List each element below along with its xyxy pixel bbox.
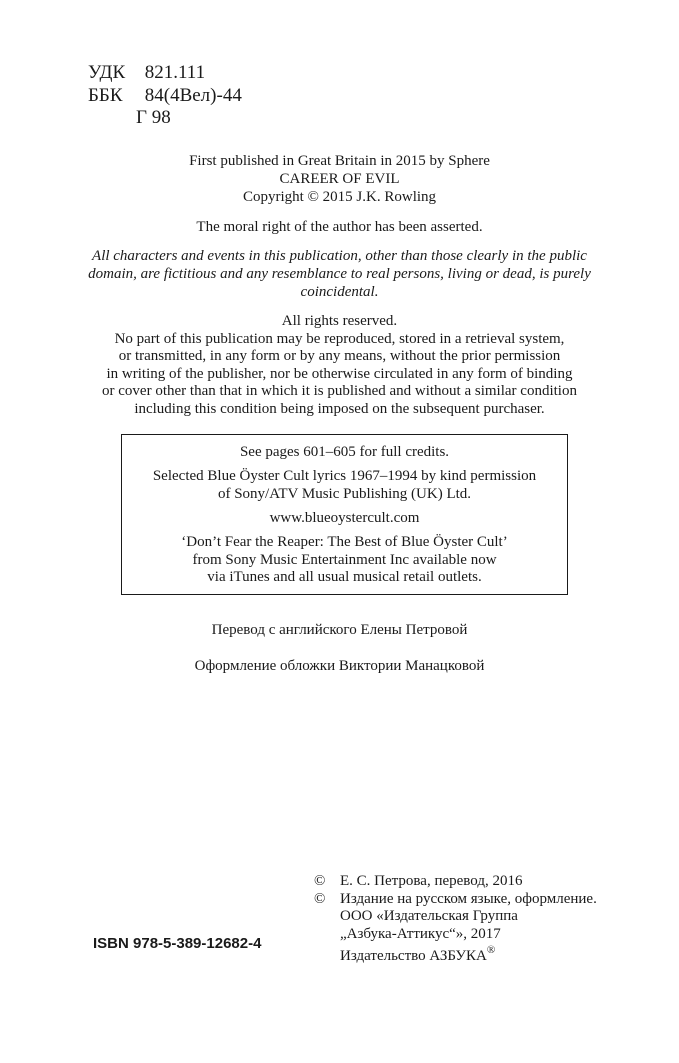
udk-label: УДК [88, 62, 126, 83]
album-line-1: ‘Don’t Fear the Reaper: The Best of Blue Öyster Cult’ [181, 534, 508, 550]
author-mark: Г 98 [136, 107, 171, 128]
bbk-row [88, 85, 242, 108]
album-line-3: via iTunes and all usual musical retail outlets. [207, 569, 482, 585]
cover-design-credit: Оформление обложки Виктории Манацковой [194, 658, 485, 674]
bbk-value: 84(4Вел)-44 [144, 84, 242, 106]
website: www.blueoystercult.com [269, 510, 420, 526]
first-published: First published in Great Britain in 2015 by Sphere [189, 153, 490, 169]
copyright-symbol-icon: © [314, 873, 326, 889]
rights-line-6: including this condition being imposed on the subsequent purchaser. [134, 401, 545, 417]
edition-copyright: Издание на русском языке, оформление. [340, 890, 597, 907]
rights-line-4: in writing of the publisher, nor be otherwise circulated in any form of binding [106, 366, 573, 382]
translation-copyright-row [314, 873, 597, 891]
copyright-notices [314, 873, 597, 966]
udk-value: 821.111 [144, 62, 206, 83]
copyright-symbol-icon: © [314, 890, 326, 907]
edition-copyright-row [314, 891, 597, 909]
rights-line-3: or transmitted, in any form or by any means, without the prior permission [118, 348, 561, 364]
translator-credit: Перевод с английского Елены Петровой [211, 622, 468, 638]
lyrics-line-2: of Sony/ATV Music Publishing (UK) Ltd. [217, 486, 472, 502]
book-title: CAREER OF EVIL [279, 171, 400, 187]
translation-copyright: Е. С. Петрова, перевод, 2016 [340, 873, 523, 889]
publisher-line-1: ООО «Издательская Группа [340, 908, 518, 924]
rights-line-2: No part of this publication may be reproduced, stored in a retrieval system, [114, 331, 565, 347]
isbn: ISBN 978-5-389-12682-4 [93, 935, 262, 952]
rights-line-5: or cover other than that in which it is published and without a similar condition [102, 383, 577, 399]
credits-box [121, 434, 568, 595]
disclaimer-line-1: All characters and events in this publication, other than those clearly in the public [92, 248, 587, 264]
imprint: Издательство АЗБУКА [340, 948, 487, 964]
rights-line-1: All rights reserved. [281, 313, 398, 329]
bbk-label: ББК [88, 84, 123, 106]
disclaimer-line-3: coincidental. [300, 284, 379, 300]
publisher-line-2: „Азбука-Аттикус“», 2017 [340, 925, 501, 942]
moral-right: The moral right of the author has been asserted. [196, 219, 483, 235]
registered-mark-icon: ® [486, 944, 496, 956]
album-line-2: from Sony Music Entertainment Inc available now [192, 552, 497, 568]
udk-row [88, 62, 242, 85]
lyrics-line-1: Selected Blue Öyster Cult lyrics 1967–1994 by kind permission [152, 468, 537, 484]
disclaimer-line-2: domain, are fictitious and any resemblance to real persons, living or dead, is purely [88, 266, 591, 282]
classification-codes [88, 62, 242, 130]
imprint-row [314, 943, 597, 966]
see-pages: See pages 601–605 for full credits. [239, 444, 450, 460]
copyright-line: Copyright © 2015 J.K. Rowling [242, 189, 437, 205]
